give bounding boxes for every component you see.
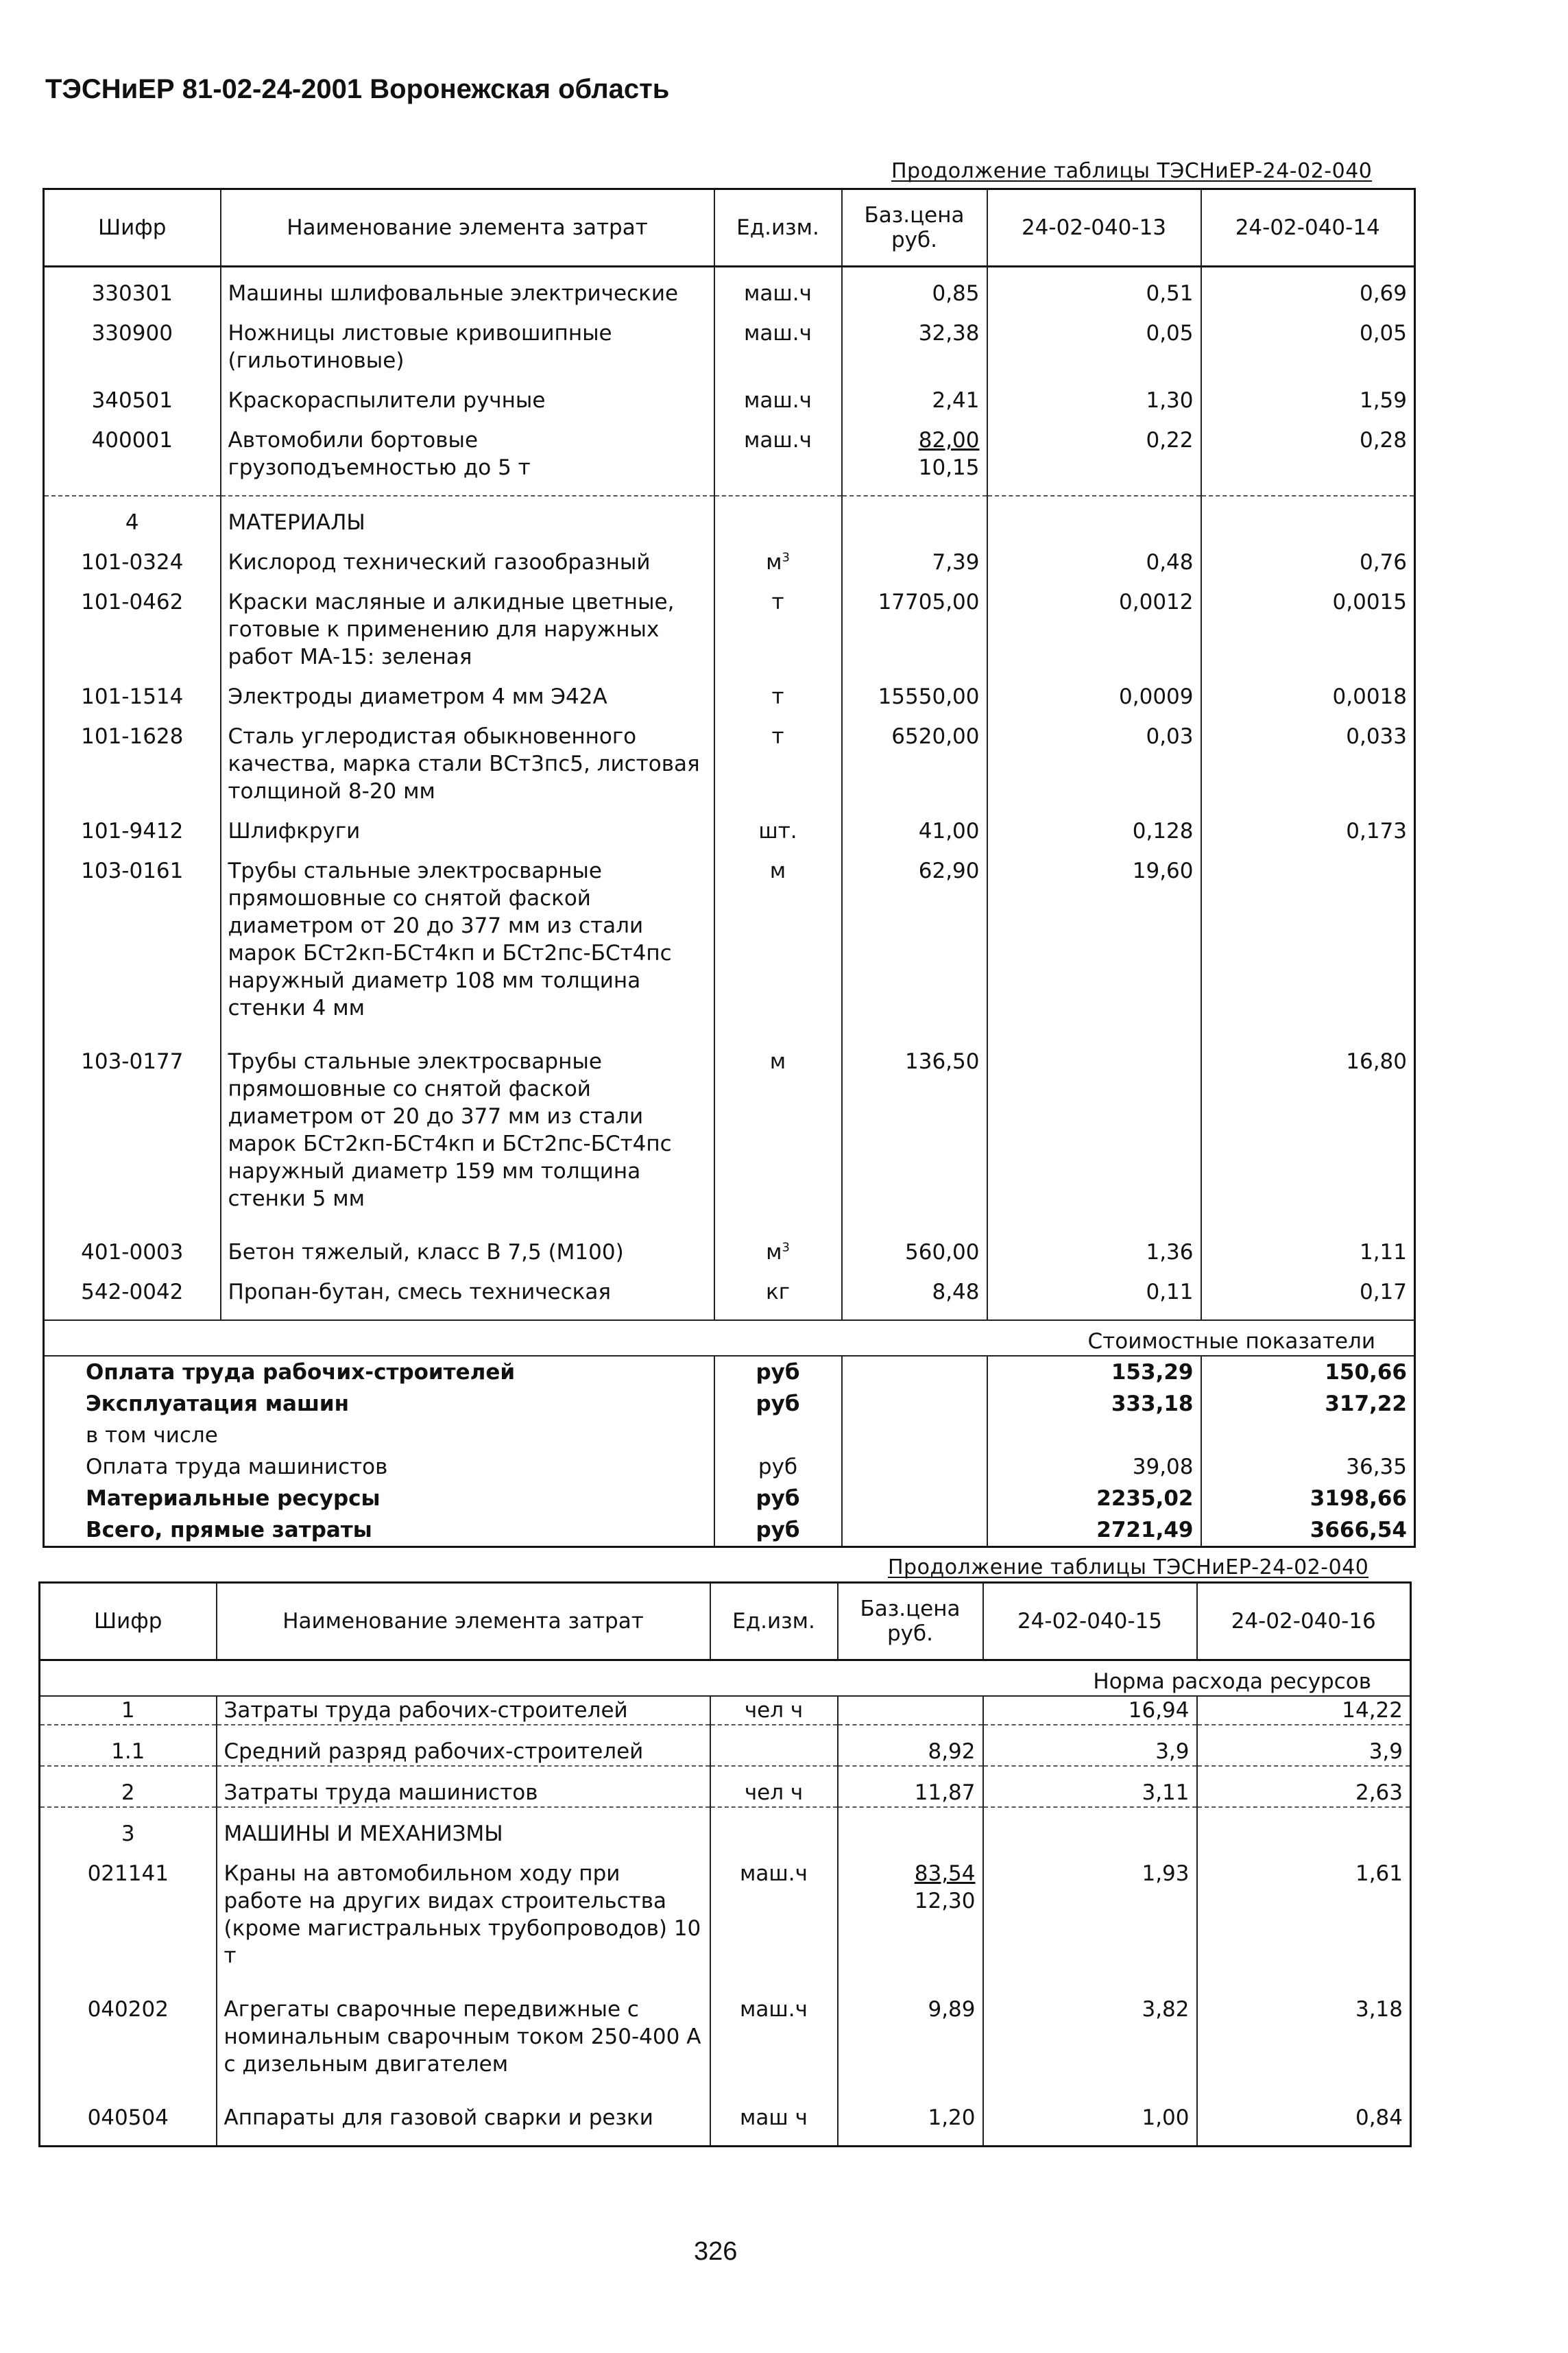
row-value-14: 0,0015 xyxy=(1201,576,1415,671)
row-price: 9,89 xyxy=(838,1983,983,2092)
row-code: 101-0462 xyxy=(44,576,221,671)
table-row xyxy=(44,414,1415,496)
row-name: Пропан-бутан, смесь техническая xyxy=(221,1266,714,1320)
summary-unit: руб xyxy=(714,1388,842,1420)
row-code: 101-1628 xyxy=(44,710,221,805)
section-code: 4 xyxy=(44,496,221,536)
row-name: Средний разряд рабочих-строителей xyxy=(217,1725,710,1766)
row-value-13: 0,128 xyxy=(987,805,1201,845)
summary-label: Оплата труда рабочих-строителей xyxy=(44,1356,714,1388)
summary-value-13: 2235,02 xyxy=(987,1483,1201,1514)
row-code: 2 xyxy=(40,1766,217,1807)
row-unit: маш.ч xyxy=(710,1848,838,1983)
summary-label: Всего, прямые затраты xyxy=(44,1514,714,1547)
row-price xyxy=(838,1848,983,1983)
summary-value-14: 3198,66 xyxy=(1201,1483,1415,1514)
row-value-13: 19,60 xyxy=(987,845,1201,1036)
column-header-unit: Ед.изм. xyxy=(714,189,842,267)
page-number: 326 xyxy=(694,2237,738,2266)
row-value-14: 0,033 xyxy=(1201,710,1415,805)
row-value-14: 0,173 xyxy=(1201,805,1415,845)
row-value-14: 0,69 xyxy=(1201,267,1415,308)
column-header-code: Шифр xyxy=(40,1583,217,1660)
table-row xyxy=(44,805,1415,845)
row-code: 340501 xyxy=(44,374,221,414)
row-value-16: 2,63 xyxy=(1197,1766,1411,1807)
row-unit: кг xyxy=(714,1266,842,1320)
summary-value-14: 150,66 xyxy=(1201,1356,1415,1388)
row-value-14: 0,76 xyxy=(1201,536,1415,576)
row-name: Аппараты для газовой сварки и резки xyxy=(217,2092,710,2147)
row-name: Машины шлифовальные электрические xyxy=(221,267,714,308)
table-row xyxy=(44,267,1415,308)
column-header-code: Шифр xyxy=(44,189,221,267)
row-value-13: 1,30 xyxy=(987,374,1201,414)
row-price: 32,38 xyxy=(842,307,987,374)
table-row xyxy=(40,1725,1411,1766)
table-row xyxy=(44,576,1415,671)
row-name: Агрегаты сварочные передвижные с номинальным сварочным током 250-400 А с дизельным двигателем xyxy=(217,1983,710,2092)
row-unit: м xyxy=(714,1036,842,1226)
row-name: Шлифкруги xyxy=(221,805,714,845)
table-row xyxy=(40,1848,1411,1983)
row-value-13: 0,48 xyxy=(987,536,1201,576)
column-header-name: Наименование элемента затрат xyxy=(217,1583,710,1660)
row-value-16: 3,9 xyxy=(1197,1725,1411,1766)
row-code: 1.1 xyxy=(40,1725,217,1766)
row-value-15: 16,94 xyxy=(983,1696,1197,1725)
row-code: 040504 xyxy=(40,2092,217,2147)
section-title: МАТЕРИАЛЫ xyxy=(221,496,714,536)
row-price: 560,00 xyxy=(842,1226,987,1266)
row-value-15: 3,82 xyxy=(983,1983,1197,2092)
summary-value-13: 153,29 xyxy=(987,1356,1201,1388)
row-value-13: 0,0012 xyxy=(987,576,1201,671)
table-row xyxy=(40,2092,1411,2147)
summary-row xyxy=(44,1483,1415,1514)
row-value-13: 0,22 xyxy=(987,414,1201,496)
row-code: 1 xyxy=(40,1696,217,1725)
cost-caption-row xyxy=(44,1320,1415,1356)
table-row xyxy=(44,536,1415,576)
row-value-16: 14,22 xyxy=(1197,1696,1411,1725)
row-unit: чел ч xyxy=(710,1696,838,1725)
row-value-16: 1,61 xyxy=(1197,1848,1411,1983)
row-price: 7,39 xyxy=(842,536,987,576)
row-value-16: 3,18 xyxy=(1197,1983,1411,2092)
price-top: 82,00 xyxy=(918,428,980,453)
row-unit: чел ч xyxy=(710,1766,838,1807)
table-row xyxy=(44,374,1415,414)
row-price xyxy=(838,1696,983,1725)
row-unit: т xyxy=(714,576,842,671)
row-value-15: 1,00 xyxy=(983,2092,1197,2147)
table-row xyxy=(44,710,1415,805)
summary-unit: руб xyxy=(714,1514,842,1547)
summary-row xyxy=(44,1356,1415,1388)
cost-caption: Стоимостные показатели xyxy=(44,1320,1415,1356)
row-name: Электроды диаметром 4 мм Э42А xyxy=(221,671,714,710)
row-value-13 xyxy=(987,1036,1201,1226)
row-value-14: 1,11 xyxy=(1201,1226,1415,1266)
row-value-14: 16,80 xyxy=(1201,1036,1415,1226)
section-row-machines xyxy=(40,1807,1411,1848)
table-row xyxy=(44,1036,1415,1226)
norm-caption: Норма расхода ресурсов xyxy=(1093,1669,1371,1694)
row-name: Сталь углеродистая обыкновенного качества, марка стали ВСт3пс5, листовая толщиной 8-20 мм xyxy=(221,710,714,805)
row-code: 101-1514 xyxy=(44,671,221,710)
row-value-14: 0,0018 xyxy=(1201,671,1415,710)
row-name: Бетон тяжелый, класс В 7,5 (М100) xyxy=(221,1226,714,1266)
row-name: Автомобили бортовые грузоподъемностью до 5 т xyxy=(221,414,714,496)
summary-row xyxy=(44,1420,1415,1451)
column-header-unit: Ед.изм. xyxy=(710,1583,838,1660)
table-row xyxy=(44,845,1415,1036)
price-top: 83,54 xyxy=(914,1861,976,1886)
row-price: 41,00 xyxy=(842,805,987,845)
row-code: 103-0177 xyxy=(44,1036,221,1226)
table-row xyxy=(44,671,1415,710)
row-price: 136,50 xyxy=(842,1036,987,1226)
row-unit: т xyxy=(714,710,842,805)
row-unit: $м^3$ xyxy=(714,536,842,576)
row-value-13: 0,03 xyxy=(987,710,1201,805)
row-code: 330301 xyxy=(44,267,221,308)
column-header-price: Баз.цена руб. xyxy=(842,189,987,267)
row-code: 101-9412 xyxy=(44,805,221,845)
table-row xyxy=(40,1983,1411,2092)
norm-table-2 xyxy=(38,1581,1412,2147)
column-header-norm-13: 24-02-040-13 xyxy=(987,189,1201,267)
summary-value-14: 3666,54 xyxy=(1201,1514,1415,1547)
section-row-materials xyxy=(44,496,1415,536)
row-value-13: 0,0009 xyxy=(987,671,1201,710)
row-code: 040202 xyxy=(40,1983,217,2092)
row-price: 0,85 xyxy=(842,267,987,308)
summary-label: Материальные ресурсы xyxy=(44,1483,714,1514)
row-unit: т xyxy=(714,671,842,710)
row-name: Краны на автомобильном ходу при работе на других видах строительства (кроме магистральных трубопроводов) 10 т xyxy=(217,1848,710,1983)
row-unit: маш.ч xyxy=(714,414,842,496)
column-header-norm-14: 24-02-040-14 xyxy=(1201,189,1415,267)
row-price: 8,48 xyxy=(842,1266,987,1320)
row-price: 11,87 xyxy=(838,1766,983,1807)
row-name: Краскораспылители ручные xyxy=(221,374,714,414)
row-value-14: 1,59 xyxy=(1201,374,1415,414)
row-code: 330900 xyxy=(44,307,221,374)
row-name: Краски масляные и алкидные цветные, готовые к применению для наружных работ МА-15: зеленая xyxy=(221,576,714,671)
norm-table-1 xyxy=(43,188,1416,1548)
summary-unit xyxy=(714,1420,842,1451)
row-price: 1,20 xyxy=(838,2092,983,2147)
summary-row xyxy=(44,1514,1415,1547)
row-unit xyxy=(710,1725,838,1766)
row-value-13: 0,05 xyxy=(987,307,1201,374)
column-header-norm-15: 24-02-040-15 xyxy=(983,1583,1197,1660)
row-value-14: 0,28 xyxy=(1201,414,1415,496)
row-value-14: 0,05 xyxy=(1201,307,1415,374)
price-bottom: 12,30 xyxy=(914,1889,976,1913)
row-value-15: 1,93 xyxy=(983,1848,1197,1983)
row-code: 542-0042 xyxy=(44,1266,221,1320)
norm-caption-row xyxy=(40,1660,1411,1697)
page-header: ТЭСНиЕР 81-02-24-2001 Воронежская область xyxy=(45,74,670,104)
row-unit: шт. xyxy=(714,805,842,845)
row-price: 62,90 xyxy=(842,845,987,1036)
table2-continuation-title: Продолжение таблицы ТЭСНиЕР-24-02-040 xyxy=(888,1555,1369,1579)
summary-value-14: 317,22 xyxy=(1201,1388,1415,1420)
summary-label: Оплата труда машинистов xyxy=(44,1451,714,1483)
summary-value-14: 36,35 xyxy=(1201,1451,1415,1483)
column-header-name: Наименование элемента затрат xyxy=(221,189,714,267)
table-row xyxy=(44,1226,1415,1266)
row-unit: м xyxy=(714,845,842,1036)
row-value-15: 3,9 xyxy=(983,1725,1197,1766)
row-unit: маш.ч xyxy=(714,307,842,374)
summary-unit: руб xyxy=(714,1483,842,1514)
table-header-row xyxy=(40,1583,1411,1660)
section-title: МАШИНЫ И МЕХАНИЗМЫ xyxy=(217,1807,710,1848)
table-row xyxy=(40,1696,1411,1725)
column-header-price: Баз.цена руб. xyxy=(838,1583,983,1660)
row-unit: маш.ч xyxy=(714,374,842,414)
table-row xyxy=(44,307,1415,374)
summary-row xyxy=(44,1451,1415,1483)
section-code: 3 xyxy=(40,1807,217,1848)
summary-value-13: 2721,49 xyxy=(987,1514,1201,1547)
row-unit: маш.ч xyxy=(714,267,842,308)
row-value-14: 0,17 xyxy=(1201,1266,1415,1320)
row-code: 103-0161 xyxy=(44,845,221,1036)
row-price: 15550,00 xyxy=(842,671,987,710)
row-value-13: 0,51 xyxy=(987,267,1201,308)
row-code: 401-0003 xyxy=(44,1226,221,1266)
row-code: 021141 xyxy=(40,1848,217,1983)
summary-label: в том числе xyxy=(44,1420,714,1451)
row-name: Трубы стальные электросварные прямошовные со снятой фаской диаметром от 20 до 377 мм из стали марок БСт2кп-БСт4кп и БСт2пс-БСт4пс наружный диаметр 159 мм толщина стенки 5 мм xyxy=(221,1036,714,1226)
summary-unit: руб xyxy=(714,1356,842,1388)
summary-label: Эксплуатация машин xyxy=(44,1388,714,1420)
row-name: Кислород технический газообразный xyxy=(221,536,714,576)
row-value-15: 3,11 xyxy=(983,1766,1197,1807)
summary-value-13: 333,18 xyxy=(987,1388,1201,1420)
row-code: 400001 xyxy=(44,414,221,496)
row-unit: маш.ч xyxy=(710,1983,838,2092)
summary-unit: руб xyxy=(714,1451,842,1483)
price-bottom: 10,15 xyxy=(918,455,980,480)
table1-continuation-title: Продолжение таблицы ТЭСНиЕР-24-02-040 xyxy=(891,159,1373,183)
summary-value-13 xyxy=(987,1420,1201,1451)
row-unit: $м^3$ xyxy=(714,1226,842,1266)
column-header-norm-16: 24-02-040-16 xyxy=(1197,1583,1411,1660)
row-name: Затраты труда рабочих-строителей xyxy=(217,1696,710,1725)
table-row xyxy=(44,1266,1415,1320)
row-price: 2,41 xyxy=(842,374,987,414)
row-price: 6520,00 xyxy=(842,710,987,805)
row-price xyxy=(842,414,987,496)
row-unit: маш ч xyxy=(710,2092,838,2147)
row-code: 101-0324 xyxy=(44,536,221,576)
summary-value-13: 39,08 xyxy=(987,1451,1201,1483)
table-row xyxy=(40,1766,1411,1807)
row-value-13: 1,36 xyxy=(987,1226,1201,1266)
table-header-row xyxy=(44,189,1415,267)
row-name: Затраты труда машинистов xyxy=(217,1766,710,1807)
row-price: 17705,00 xyxy=(842,576,987,671)
row-name: Трубы стальные электросварные прямошовные со снятой фаской диаметром от 20 до 377 мм из стали марок БСт2кп-БСт4кп и БСт2пс-БСт4пс наружный диаметр 108 мм толщина стенки 4 мм xyxy=(221,845,714,1036)
summary-row xyxy=(44,1388,1415,1420)
row-value-16: 0,84 xyxy=(1197,2092,1411,2147)
row-price: 8,92 xyxy=(838,1725,983,1766)
row-name: Ножницы листовые кривошипные (гильотиновые) xyxy=(221,307,714,374)
summary-value-14 xyxy=(1201,1420,1415,1451)
row-value-14 xyxy=(1201,845,1415,1036)
row-value-13: 0,11 xyxy=(987,1266,1201,1320)
